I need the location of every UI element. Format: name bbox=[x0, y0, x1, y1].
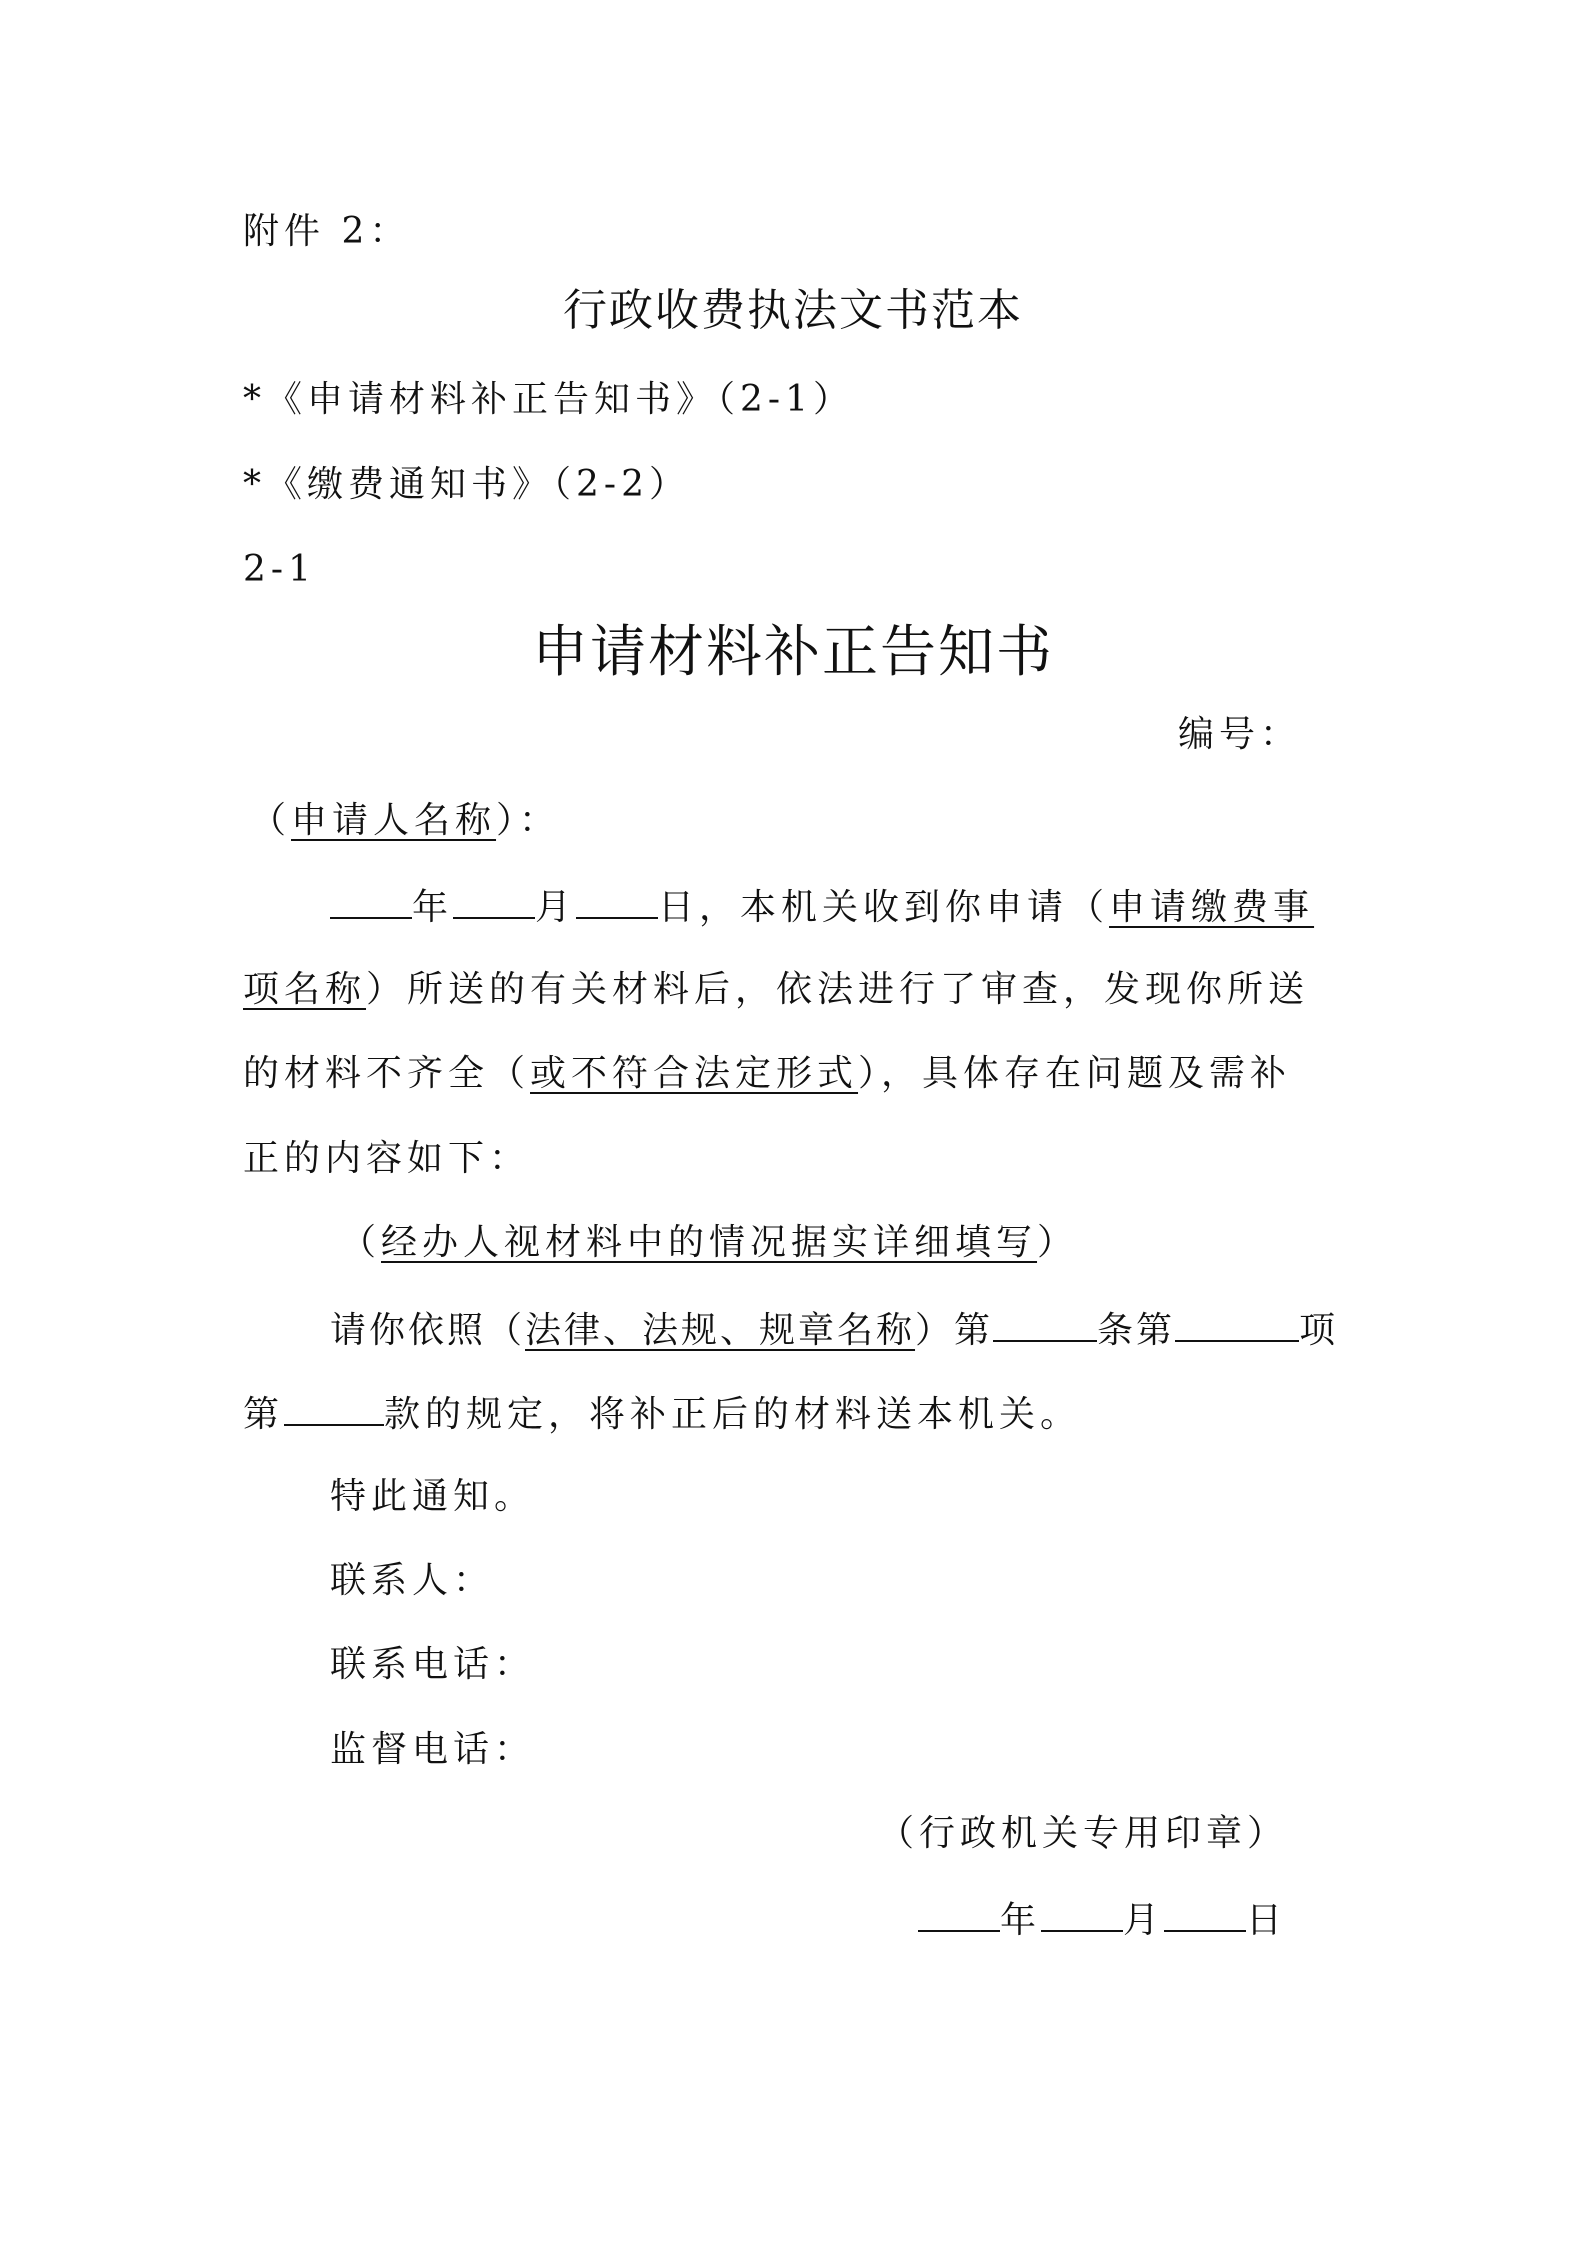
sign-year-blank bbox=[918, 1896, 1000, 1932]
year-label: 年 bbox=[412, 887, 454, 928]
attachment-label: 附件 2： bbox=[243, 211, 411, 252]
toc-item-1: *《申请材料补正告知书》（2-1） bbox=[243, 379, 854, 420]
article-label: 条第 bbox=[1097, 1310, 1176, 1351]
paragraph2-line2-start: 第 bbox=[243, 1394, 285, 1435]
instruction-line bbox=[340, 1221, 1078, 1265]
sign-month-blank bbox=[1041, 1896, 1123, 1932]
section-number: 2-1 bbox=[243, 549, 316, 590]
contact-phone-label: 联系电话： bbox=[330, 1644, 536, 1685]
instruction-close: ） bbox=[1037, 1222, 1079, 1263]
law-name-placeholder: 法律、法规、规章名称 bbox=[525, 1310, 916, 1351]
paragraph2-mid: ）第 bbox=[915, 1310, 994, 1351]
applicant-name-placeholder: 申请人名称 bbox=[291, 800, 497, 841]
item-label: 项 bbox=[1299, 1310, 1339, 1351]
sign-day-label: 日 bbox=[1246, 1900, 1288, 1941]
paragraph1-line2 bbox=[243, 968, 1309, 1012]
paragraph2-line2 bbox=[243, 1390, 1081, 1437]
day-blank bbox=[576, 883, 658, 919]
applicant-line bbox=[250, 799, 560, 843]
notice-text: 特此通知。 bbox=[330, 1476, 536, 1517]
paragraph2-start: 请你依照（ bbox=[330, 1310, 526, 1351]
year-blank bbox=[330, 883, 412, 919]
paragraph1-line3-rest: ），具体存在问题及需补 bbox=[858, 1053, 1292, 1094]
paragraph1-line3-start: 的材料不齐全（ bbox=[243, 1053, 531, 1094]
article-blank bbox=[993, 1306, 1097, 1342]
supervision-phone-label: 监督电话： bbox=[330, 1729, 536, 1770]
sign-day-blank bbox=[1164, 1896, 1246, 1932]
paragraph1-line1 bbox=[330, 883, 1314, 930]
applicant-close: ）： bbox=[496, 800, 561, 841]
month-label: 月 bbox=[535, 887, 577, 928]
paragraph1-line3 bbox=[243, 1052, 1291, 1096]
sign-month-label: 月 bbox=[1123, 1900, 1165, 1941]
sign-year-label: 年 bbox=[1000, 1900, 1042, 1941]
form-defect-placeholder: 或不符合法定形式 bbox=[530, 1053, 859, 1094]
item-name-part2: 项名称 bbox=[243, 969, 367, 1010]
paragraph2-line2-rest: 款的规定，将补正后的材料送本机关。 bbox=[384, 1394, 1082, 1435]
official-seal-label: （行政机关专用印章） bbox=[878, 1813, 1289, 1854]
item-blank bbox=[1175, 1306, 1299, 1342]
form-title: 申请材料补正告知书 bbox=[532, 620, 1054, 685]
signature-date bbox=[918, 1896, 1287, 1943]
clause-blank bbox=[284, 1390, 384, 1426]
number-label: 编号： bbox=[1178, 714, 1302, 755]
item-name-part1: 申请缴费事 bbox=[1109, 887, 1315, 928]
toc-item-2: *《缴费通知书》（2-2） bbox=[243, 464, 690, 505]
document-title: 行政收费执法文书范本 bbox=[563, 285, 1023, 336]
day-text: 日，本机关收到你申请（ bbox=[658, 887, 1110, 928]
paragraph2-line1 bbox=[330, 1306, 1338, 1353]
instruction-open: （ bbox=[340, 1222, 382, 1263]
paragraph1-line2-rest: ）所送的有关材料后，依法进行了审查，发现你所送 bbox=[366, 969, 1310, 1010]
month-blank bbox=[453, 883, 535, 919]
contact-person-label: 联系人： bbox=[330, 1560, 495, 1601]
instruction-text: 经办人视材料中的情况据实详细填写 bbox=[381, 1222, 1038, 1263]
applicant-open: （ bbox=[250, 800, 292, 841]
paragraph1-line4: 正的内容如下： bbox=[243, 1138, 531, 1179]
